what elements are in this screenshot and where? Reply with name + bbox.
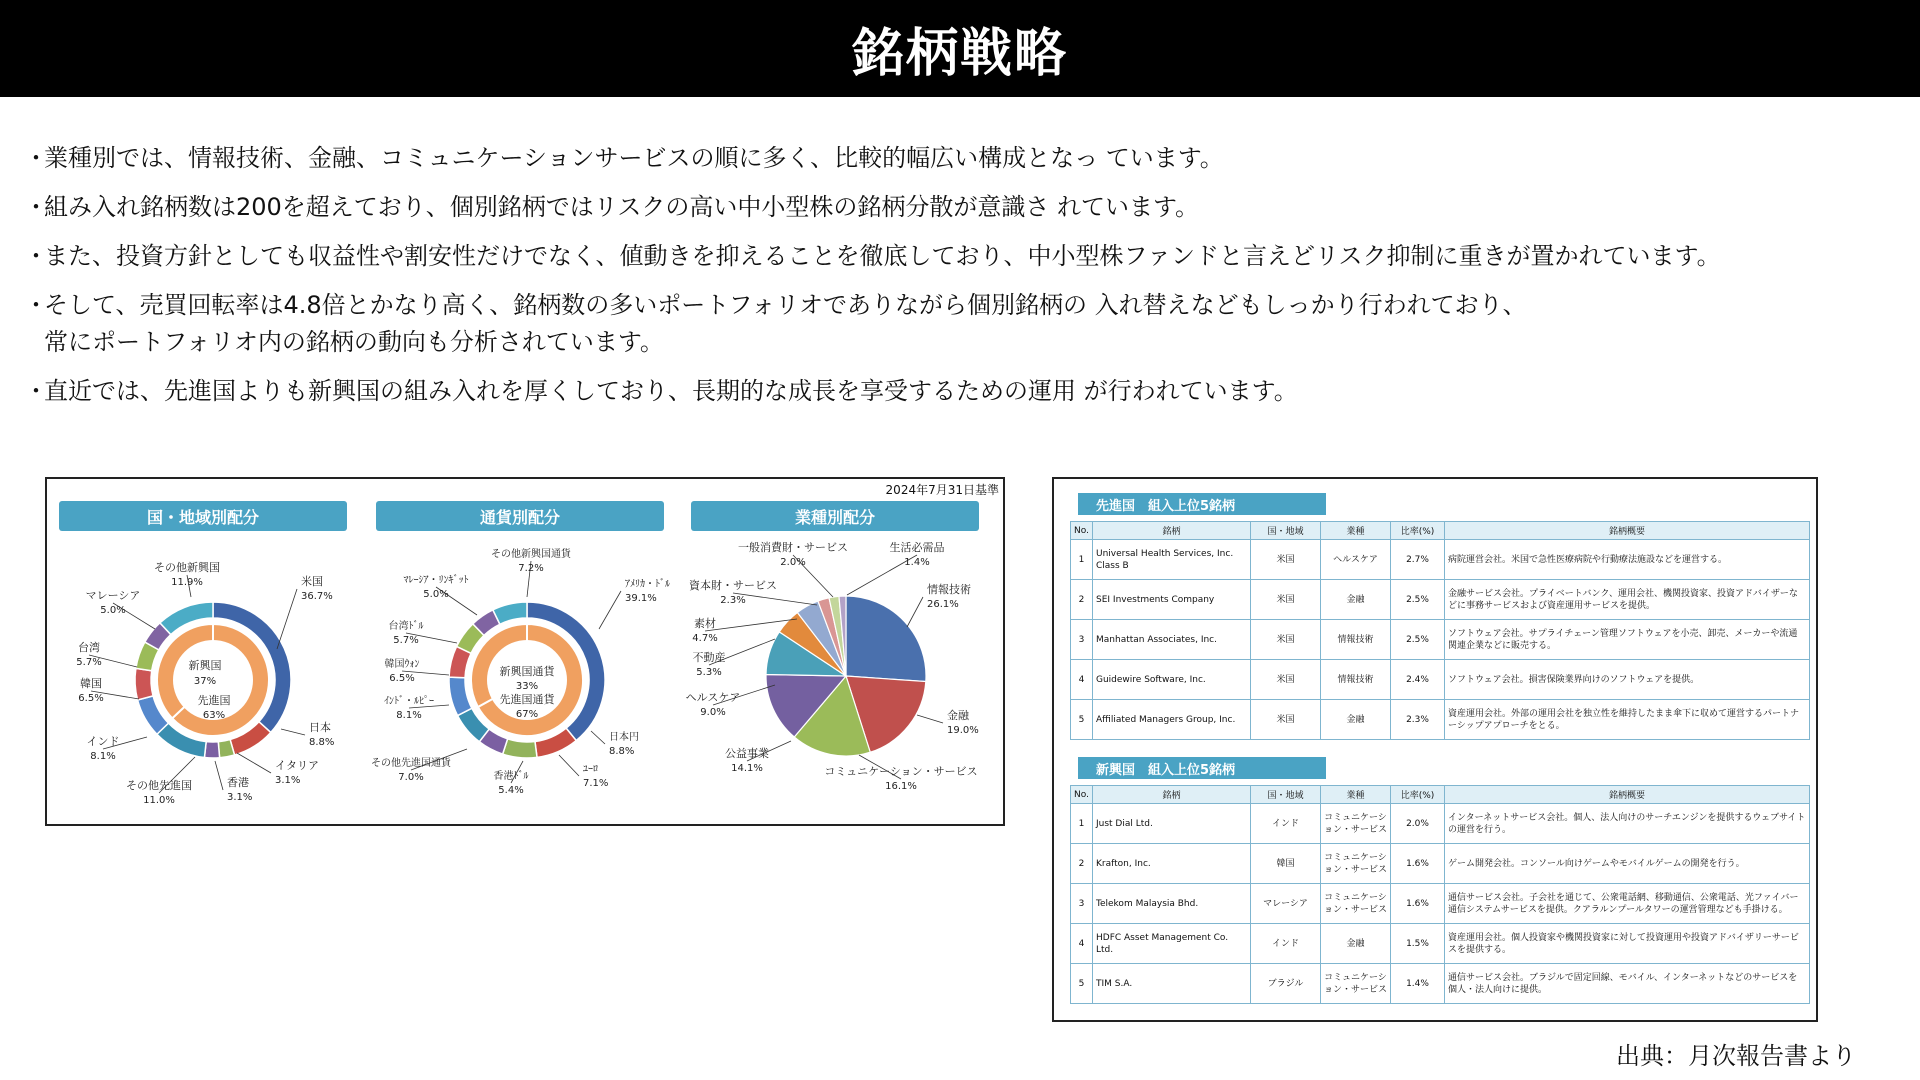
- bullet-item: ・ 業種別では、情報技術、金融、コミュニケーションサービスの順に多く、比較的幅広い構成となっ ています。: [24, 140, 1904, 177]
- chart-slice-label: インド: [86, 735, 120, 748]
- chart-data-label: 2.0%: [780, 557, 806, 568]
- chart-leader-line: [237, 753, 271, 773]
- base-date: 2024年7月31日基準: [885, 483, 999, 497]
- table-cell: インド: [1251, 924, 1321, 964]
- chart-slice-label: 韓国ｳｫﾝ: [384, 659, 420, 670]
- chart-inner-value: 67%: [515, 709, 539, 720]
- bullet-list: [24, 140, 1904, 422]
- chart-leader-line: [599, 591, 621, 629]
- chart-data-label: 14.1%: [731, 763, 763, 774]
- table-cell: Manhattan Associates, Inc.: [1093, 620, 1251, 660]
- chart-data-label: 7.2%: [518, 563, 544, 574]
- chart-data-label: 5.3%: [696, 667, 722, 678]
- chart-slice-label: マレーシア: [85, 589, 141, 602]
- chart-slice-label: ｱﾒﾘｶ・ﾄﾞﾙ: [625, 579, 670, 590]
- table-cell: コミュニケーション・サービス: [1321, 844, 1391, 884]
- chart-slice-label: その他先進国通貨: [371, 758, 451, 769]
- table-cell: 資産運用会社。個人投資家や機関投資家に対して投資運用や投資アドバイザリーサービスを提供する。: [1445, 924, 1810, 964]
- chart-leader-line: [917, 715, 943, 723]
- table-cell: 2.5%: [1391, 620, 1445, 660]
- chart-slice-label: 情報技術: [927, 583, 971, 596]
- source-note: 出典：月次報告書より: [1616, 1042, 1856, 1070]
- table-cell: 米国: [1251, 620, 1321, 660]
- table-header-cell: 国・地域: [1251, 522, 1321, 540]
- table-cell: ブラジル: [1251, 964, 1321, 1004]
- chart-slice-label: 素材: [694, 617, 716, 630]
- chart-data-label: 11.9%: [171, 577, 203, 588]
- table-cell: 情報技術: [1321, 660, 1391, 700]
- table-cell: 2: [1071, 844, 1093, 884]
- chart-data-label: 1.4%: [904, 557, 930, 568]
- table-cell: 情報技術: [1321, 620, 1391, 660]
- chart-data-label: 7.1%: [583, 778, 609, 789]
- table-cell: 1: [1071, 540, 1093, 580]
- table-header-cell: 比率(%): [1391, 522, 1445, 540]
- table-cell: TIM S.A.: [1093, 964, 1251, 1004]
- chart-slice: [135, 668, 153, 700]
- table-cell: 2.7%: [1391, 540, 1445, 580]
- emerging-holdings-table: [1070, 785, 1810, 1004]
- bullet-item: ・ 直近では、先進国よりも新興国の組み入れを厚くしており、長期的な成長を享受するための運用 が行われています。: [24, 373, 1904, 410]
- chart-leader-line: [215, 761, 223, 790]
- chart-inner-label: 先進国: [197, 694, 231, 707]
- table-cell: Affiliated Managers Group, Inc.: [1093, 700, 1251, 740]
- table-cell: Universal Health Services, Inc. Class B: [1093, 540, 1251, 580]
- table-cell: 5: [1071, 700, 1093, 740]
- table-cell: 2.3%: [1391, 700, 1445, 740]
- chart-data-label: 6.5%: [389, 673, 415, 684]
- table-header-cell: 銘柄: [1093, 786, 1251, 804]
- chart-inner-label: 新興国: [188, 659, 222, 672]
- table-cell: 通信サービス会社。子会社を通じて、公衆電話網、移動通信、公衆電話、光ファイバー通信システムサービスを提供。クアラルンプールタワーの運営管理なども手掛ける。: [1445, 884, 1810, 924]
- chart-slice-label: 公益事業: [725, 747, 769, 760]
- chart-slice-label: 香港ﾄﾞﾙ: [493, 771, 529, 782]
- chart-data-label: 5.0%: [100, 605, 126, 616]
- chart-inner-value: 63%: [202, 710, 226, 721]
- table-cell: 米国: [1251, 580, 1321, 620]
- table-cell: 通信サービス会社。ブラジルで固定回線、モバイル、インターネットなどのサービスを個人・法人向けに提供。: [1445, 964, 1810, 1004]
- bullet-item: ・ 組み入れ銘柄数は200を超えており、個別銘柄ではリスクの高い中小型株の銘柄分散が意識さ れています。: [24, 189, 1904, 226]
- table-cell: Guidewire Software, Inc.: [1093, 660, 1251, 700]
- table-cell: コミュニケーション・サービス: [1321, 884, 1391, 924]
- chart-data-label: 4.7%: [692, 633, 718, 644]
- table-row: [1071, 620, 1810, 660]
- table-header-cell: 国・地域: [1251, 786, 1321, 804]
- title-bar: [0, 0, 1920, 97]
- chart-slice-label: 生活必需品: [889, 541, 945, 554]
- table-cell: 1.6%: [1391, 884, 1445, 924]
- chart-slice: [449, 677, 472, 715]
- table-row: [1071, 580, 1810, 620]
- table-row: [1071, 540, 1810, 580]
- chart-slice-label: 日本円: [609, 732, 639, 743]
- table-cell: 1.6%: [1391, 844, 1445, 884]
- chart-inner-value: 33%: [515, 681, 539, 692]
- table-header-cell: 銘柄概要: [1445, 522, 1810, 540]
- table-cell: 2.4%: [1391, 660, 1445, 700]
- table-header-row: [1071, 786, 1810, 804]
- chart-data-label: 3.1%: [227, 792, 253, 803]
- chart-slice: [503, 739, 537, 758]
- chart-data-label: 8.8%: [609, 746, 635, 757]
- table-row: [1071, 804, 1810, 844]
- table-cell: 米国: [1251, 700, 1321, 740]
- table-cell: マレーシア: [1251, 884, 1321, 924]
- chart-slice: [846, 596, 926, 682]
- allocation-charts-panel: [45, 477, 1005, 826]
- chart-data-label: 8.1%: [396, 710, 422, 721]
- chart-inner-label: 先進国通貨: [499, 693, 555, 706]
- page-title: 銘柄戦略: [851, 24, 1068, 84]
- chart-title-currency: 通貨別配分: [376, 501, 664, 531]
- table-cell: 4: [1071, 660, 1093, 700]
- chart-data-label: 5.7%: [393, 635, 419, 646]
- chart-slice-label: 不動産: [692, 651, 726, 664]
- chart-slice-label: その他新興国通貨: [491, 549, 571, 560]
- chart-slice-label: その他新興国: [154, 561, 220, 574]
- chart-slice-label: 金融: [947, 709, 969, 722]
- table-row: [1071, 844, 1810, 884]
- chart-slice-label: ﾕｰﾛ: [583, 764, 598, 775]
- table-cell: 1.5%: [1391, 924, 1445, 964]
- table-header-cell: 比率(%): [1391, 786, 1445, 804]
- chart-slice-label: 日本: [309, 721, 331, 734]
- chart-slice-label: ﾏﾚｰｼｱ・ﾘﾝｷﾞｯﾄ: [403, 575, 469, 586]
- table-cell: 米国: [1251, 540, 1321, 580]
- chart-data-label: 11.0%: [143, 795, 175, 806]
- chart-inner-hole: [487, 640, 567, 720]
- chart-slice-label: コミュニケーション・サービス: [824, 765, 978, 778]
- table-cell: SEI Investments Company: [1093, 580, 1251, 620]
- table-header-row: [1071, 522, 1810, 540]
- developed-section-title: 先進国 組入上位5銘柄: [1078, 493, 1326, 515]
- table-cell: 資産運用会社。外部の運用会社を独立性を維持したまま傘下に収めて運営するパートナーシップアプローチをとる。: [1445, 700, 1810, 740]
- developed-holdings-table: [1070, 521, 1810, 740]
- chart-data-label: 39.1%: [625, 593, 657, 604]
- table-cell: 韓国: [1251, 844, 1321, 884]
- table-cell: インターネットサービス会社。個人、法人向けのサーチエンジンを提供するウェブサイトの運営を行う。: [1445, 804, 1810, 844]
- chart-data-label: 8.1%: [90, 751, 116, 762]
- table-header-cell: No.: [1071, 522, 1093, 540]
- chart-slice-label: その他先進国: [126, 779, 192, 792]
- table-cell: 1: [1071, 804, 1093, 844]
- table-cell: Telekom Malaysia Bhd.: [1093, 884, 1251, 924]
- chart-data-label: 6.5%: [78, 693, 104, 704]
- table-cell: 2.5%: [1391, 580, 1445, 620]
- table-header-cell: No.: [1071, 786, 1093, 804]
- table-header-cell: 銘柄概要: [1445, 786, 1810, 804]
- chart-leader-line: [907, 597, 923, 627]
- chart-data-label: 9.0%: [700, 707, 726, 718]
- table-cell: HDFC Asset Management Co. Ltd.: [1093, 924, 1251, 964]
- chart-leader-line: [591, 731, 605, 744]
- table-cell: 米国: [1251, 660, 1321, 700]
- chart-data-label: 2.3%: [720, 595, 746, 606]
- chart-slice-label: 資本財・サービス: [689, 579, 777, 592]
- chart-inner-value: 37%: [193, 676, 217, 687]
- table-cell: 金融サービス会社。プライベートバンク、運用会社、機関投資家、投資アドバイザーなどに事務サービスおよび資産運用サービスを提供。: [1445, 580, 1810, 620]
- table-cell: ゲーム開発会社。コンソール向けゲームやモバイルゲームの開発を行う。: [1445, 844, 1810, 884]
- table-cell: 1.4%: [1391, 964, 1445, 1004]
- table-row: [1071, 924, 1810, 964]
- chart-data-label: 16.1%: [885, 781, 917, 792]
- chart-leader-line: [281, 729, 305, 735]
- table-cell: 2: [1071, 580, 1093, 620]
- table-cell: 3: [1071, 884, 1093, 924]
- table-cell: ソフトウェア会社。サプライチェーン管理ソフトウェアを小売、卸売、メーカーや流通関連企業などに販売する。: [1445, 620, 1810, 660]
- bullet-item: ・ そして、売買回転率は4.8倍とかなり高く、銘柄数の多いポートフォリオでありながら個別銘柄の 入れ替えなどもしっかり行われており、 常にポートフォリオ内の銘柄の動向も分析されています。: [24, 287, 1904, 361]
- chart-data-label: 5.0%: [423, 589, 449, 600]
- chart-data-label: 26.1%: [927, 599, 959, 610]
- chart-leader-line: [559, 755, 579, 776]
- chart-slice-label: 香港: [227, 776, 249, 789]
- table-header-cell: 業種: [1321, 786, 1391, 804]
- chart-data-label: 3.1%: [275, 775, 301, 786]
- chart-slice-label: ｲﾝﾄﾞ・ﾙﾋﾟｰ: [384, 696, 434, 707]
- table-cell: Just Dial Ltd.: [1093, 804, 1251, 844]
- chart-title-sector: 業種別配分: [691, 501, 979, 531]
- chart-title-region: 国・地域別配分: [59, 501, 347, 531]
- chart-data-label: 5.4%: [498, 785, 524, 796]
- chart-slice-label: 台湾: [78, 641, 100, 654]
- table-cell: 2.0%: [1391, 804, 1445, 844]
- chart-slice-label: 一般消費財・サービス: [738, 541, 848, 554]
- table-cell: ソフトウェア会社。損害保険業界向けのソフトウェアを提供。: [1445, 660, 1810, 700]
- chart-slice: [204, 742, 219, 758]
- chart-slice-label: 韓国: [80, 677, 102, 690]
- chart-leader-line: [277, 589, 297, 649]
- table-cell: コミュニケーション・サービス: [1321, 964, 1391, 1004]
- chart-data-label: 7.0%: [398, 772, 424, 783]
- chart-data-label: 36.7%: [301, 591, 333, 602]
- emerging-section-title: 新興国 組入上位5銘柄: [1078, 757, 1326, 779]
- chart-data-label: 19.0%: [947, 725, 979, 736]
- bullet-item: ・ また、投資方針としても収益性や割安性だけでなく、値動きを抑えることを徹底しており、中小型株ファンドと言えどリスク抑制に重きが置かれています。: [24, 238, 1904, 275]
- table-header-cell: 業種: [1321, 522, 1391, 540]
- table-cell: 金融: [1321, 924, 1391, 964]
- charts-svg: [47, 479, 1003, 824]
- table-cell: 金融: [1321, 580, 1391, 620]
- chart-inner-label: 新興国通貨: [499, 665, 555, 678]
- chart-slice-label: 台湾ﾄﾞﾙ: [388, 621, 424, 632]
- table-row: [1071, 700, 1810, 740]
- table-cell: 4: [1071, 924, 1093, 964]
- table-row: [1071, 964, 1810, 1004]
- table-cell: コミュニケーション・サービス: [1321, 804, 1391, 844]
- chart-slice: [493, 602, 527, 624]
- table-header-cell: 銘柄: [1093, 522, 1251, 540]
- table-cell: 5: [1071, 964, 1093, 1004]
- chart-slice-label: ヘルスケア: [685, 691, 741, 704]
- chart-slice-label: 米国: [301, 575, 323, 588]
- chart-data-label: 8.8%: [309, 737, 335, 748]
- table-cell: 病院運営会社。米国で急性医療病院や行動療法施設などを運営する。: [1445, 540, 1810, 580]
- table-row: [1071, 884, 1810, 924]
- chart-data-label: 5.7%: [76, 657, 102, 668]
- table-cell: Krafton, Inc.: [1093, 844, 1251, 884]
- table-cell: 金融: [1321, 700, 1391, 740]
- chart-slice-label: イタリア: [275, 759, 319, 772]
- table-row: [1071, 660, 1810, 700]
- table-cell: インド: [1251, 804, 1321, 844]
- top-holdings-panel: [1052, 477, 1818, 1022]
- table-cell: ヘルスケア: [1321, 540, 1391, 580]
- table-cell: 3: [1071, 620, 1093, 660]
